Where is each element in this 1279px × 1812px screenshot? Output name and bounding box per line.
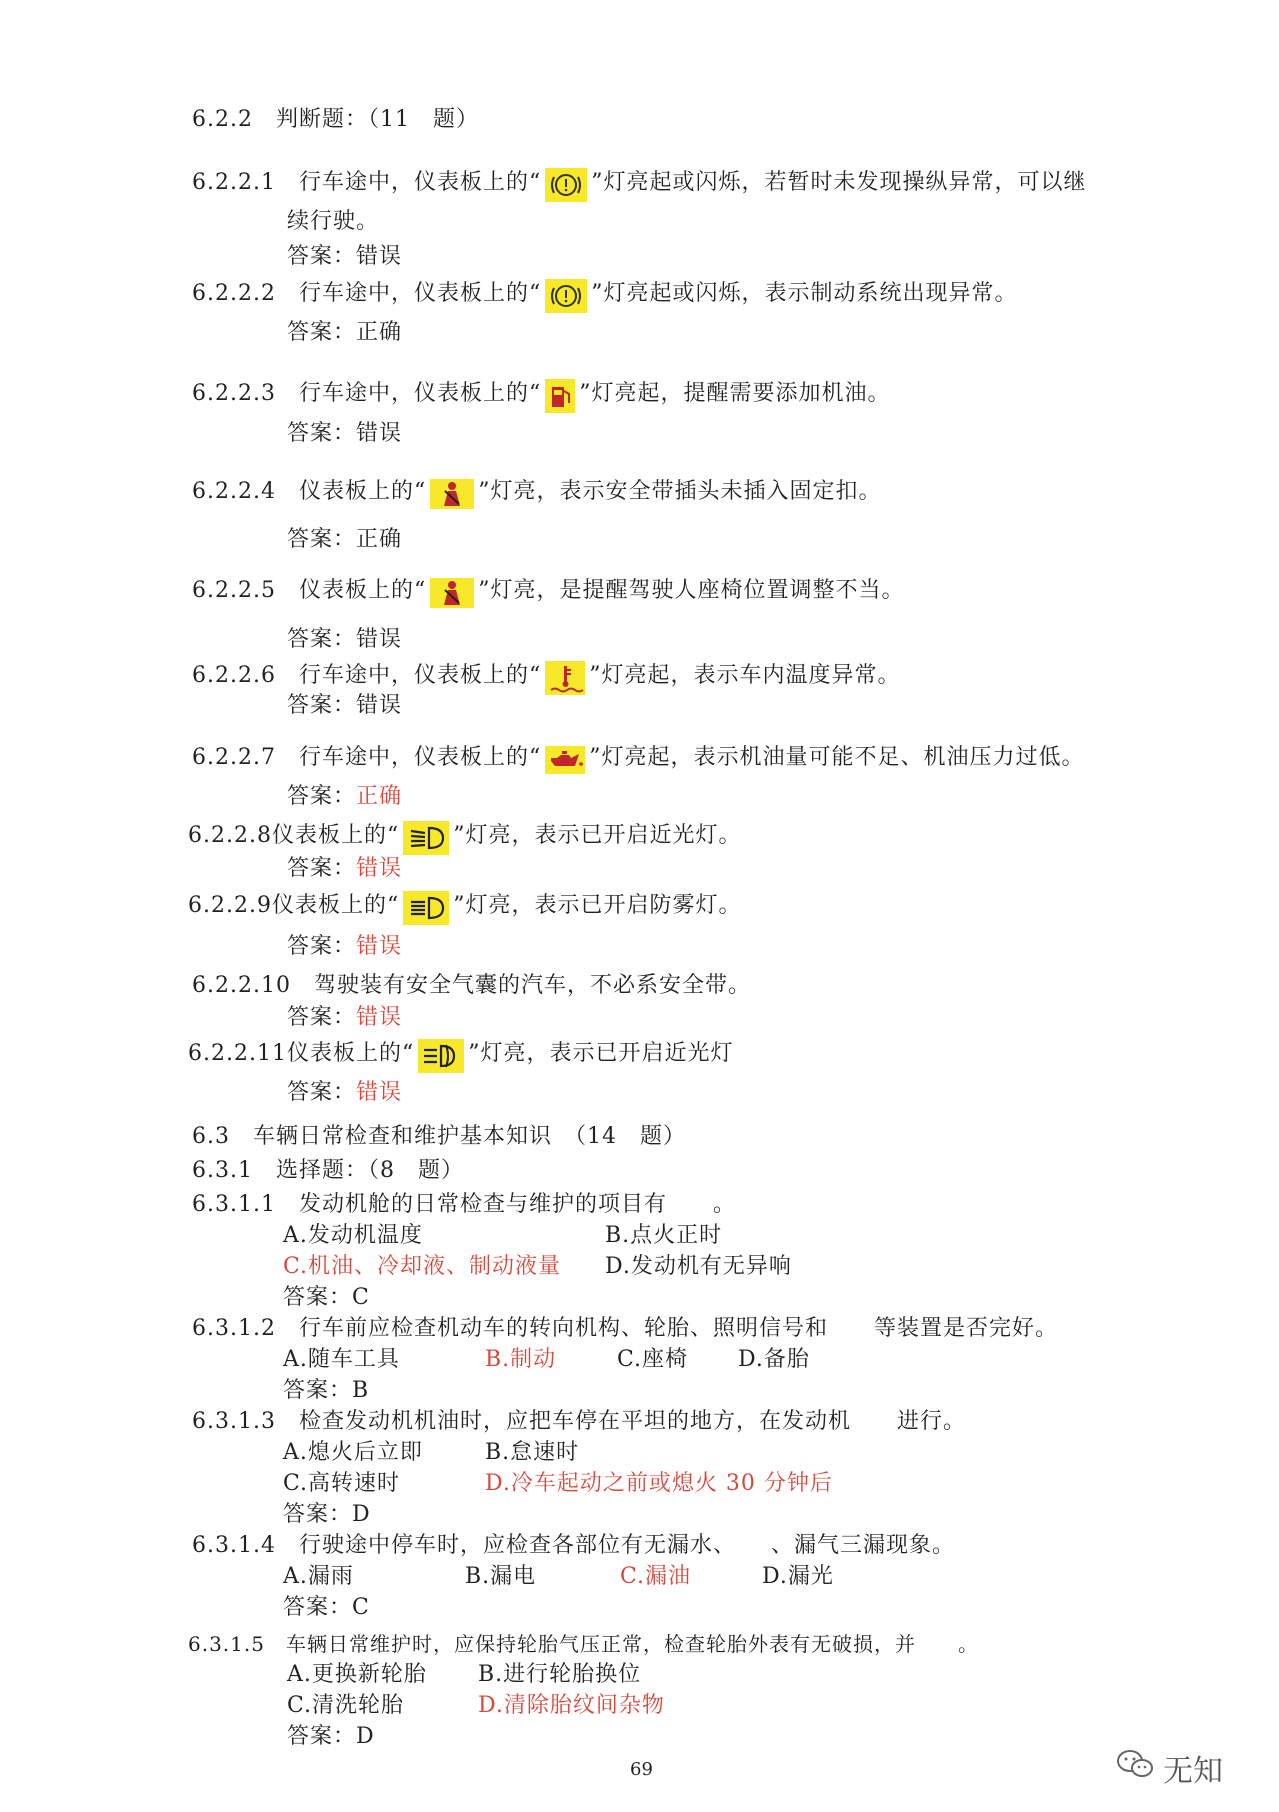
answer: 答案：C [283, 1285, 370, 1310]
watermark-text: 无知 [1163, 1754, 1223, 1789]
question-line: 6.3.1.3 检查发动机机油时，应把车停在平坦的地方，在发动机 进行。 [192, 1409, 966, 1434]
option: A.随车工具 [283, 1347, 400, 1372]
answer: 答案：错误 [287, 1005, 403, 1030]
option-correct: C.漏油 [620, 1564, 692, 1589]
sub-heading: 6.3.1 选择题：（8 题） [192, 1158, 464, 1183]
wechat-icon [1115, 1748, 1155, 1788]
option: D.发动机有无异响 [605, 1254, 792, 1279]
option-correct: B.制动 [485, 1347, 557, 1372]
option-correct: D.冷车起动之前或熄火 30 分钟后 [485, 1471, 833, 1496]
question-line: 6.2.2.3 行车途中，仪表板上的“ ”灯亮起，提醒需要添加机油。 [192, 377, 890, 411]
option: C.高转速时 [283, 1471, 401, 1496]
question-line: 6.2.2.9仪表板上的“ ”灯亮，表示已开启防雾灯。 [188, 889, 741, 923]
low-beam-icon [403, 821, 449, 855]
brake-warning-icon [545, 168, 587, 202]
option: B.进行轮胎换位 [478, 1662, 642, 1687]
answer: 答案：错误 [287, 627, 403, 652]
answer: 答案：B [283, 1378, 370, 1403]
answer: 答案：正确 [287, 784, 403, 809]
question-line: 6.2.2.2 行车途中，仪表板上的“ ”灯亮起或闪烁，表示制动系统出现异常。 [192, 277, 1017, 311]
question-line: 6.2.2.11仪表板上的“ ”灯亮，表示已开启近光灯 [188, 1037, 733, 1071]
question-line: 6.2.2.1 行车途中，仪表板上的“ ”灯亮起或闪烁，若暂时未发现操纵异常，可以继 [192, 166, 1086, 200]
question-line: 6.2.2.8仪表板上的“ ”灯亮，表示已开启近光灯。 [188, 819, 741, 853]
option: B.点火正时 [605, 1223, 723, 1248]
answer: 答案：D [287, 1724, 375, 1749]
coolant-temperature-icon [545, 661, 585, 695]
answer: 答案：错误 [287, 244, 403, 269]
option-correct: C.机油、冷却液、制动液量 [283, 1254, 562, 1279]
oil-can-icon [545, 746, 585, 774]
answer: 答案：错误 [287, 934, 403, 959]
question-line: 6.2.2.5 仪表板上的“ ”灯亮，是提醒驾驶人座椅位置调整不当。 [192, 576, 904, 606]
answer: 答案：正确 [287, 320, 403, 345]
option: D.备胎 [738, 1347, 810, 1372]
fog-light-icon [418, 1039, 464, 1073]
page-number: 69 [630, 1759, 653, 1780]
option: C.清洗轮胎 [287, 1693, 405, 1718]
question-line: 6.3.1.5 车辆日常维护时，应保持轮胎气压正常，检查轮胎外表有无破损，并 。 [188, 1632, 979, 1656]
option: A.发动机温度 [283, 1223, 423, 1248]
high-beam-icon [403, 891, 449, 925]
question-line: 6.2.2.7 行车途中，仪表板上的“ ”灯亮起，表示机油量可能不足、机油压力过低。 [192, 744, 1084, 772]
answer: 答案：错误 [287, 856, 403, 881]
answer: 答案：错误 [287, 693, 403, 718]
option: B.怠速时 [485, 1440, 580, 1465]
option: D.漏光 [762, 1564, 834, 1589]
question-line: 6.2.2.4 仪表板上的“ ”灯亮，表示安全带插头未插入固定扣。 [192, 477, 881, 507]
answer: 答案：C [283, 1595, 370, 1620]
seatbelt-icon [430, 479, 474, 509]
question-continuation: 续行驶。 [287, 209, 380, 234]
question-line: 6.2.2.10 驾驶装有安全气囊的汽车，不必系安全带。 [192, 973, 751, 998]
option: A.更换新轮胎 [287, 1662, 427, 1687]
question-line: 6.3.1.4 行驶途中停车时，应检查各部位有无漏水、 、漏气三漏现象。 [192, 1533, 955, 1558]
option-correct: D.清除胎纹间杂物 [478, 1693, 665, 1718]
answer: 答案：正确 [287, 527, 403, 552]
option: B.漏电 [465, 1564, 537, 1589]
watermark [1115, 1746, 1223, 1790]
option: A.漏雨 [283, 1564, 354, 1589]
section-heading: 6.2.2 判断题：（11 题） [192, 107, 479, 132]
section-heading: 6.3 车辆日常检查和维护基本知识 （14 题） [192, 1124, 686, 1149]
answer: 答案：错误 [287, 421, 403, 446]
answer: 答案：错误 [287, 1080, 403, 1105]
question-line: 6.3.1.1 发动机舱的日常检查与维护的项目有 。 [192, 1192, 736, 1217]
option: C.座椅 [617, 1347, 689, 1372]
brake-warning-icon [545, 279, 587, 313]
answer: 答案：D [283, 1502, 371, 1527]
option: A.熄火后立即 [283, 1440, 423, 1465]
question-line: 6.2.2.6 行车途中，仪表板上的“ ”灯亮起，表示车内温度异常。 [192, 659, 900, 693]
question-line: 6.3.1.2 行车前应检查机动车的转向机构、轮胎、照明信号和 等装置是否完好。 [192, 1316, 1058, 1341]
seatbelt-icon [430, 578, 474, 608]
fuel-pump-icon [545, 379, 575, 413]
